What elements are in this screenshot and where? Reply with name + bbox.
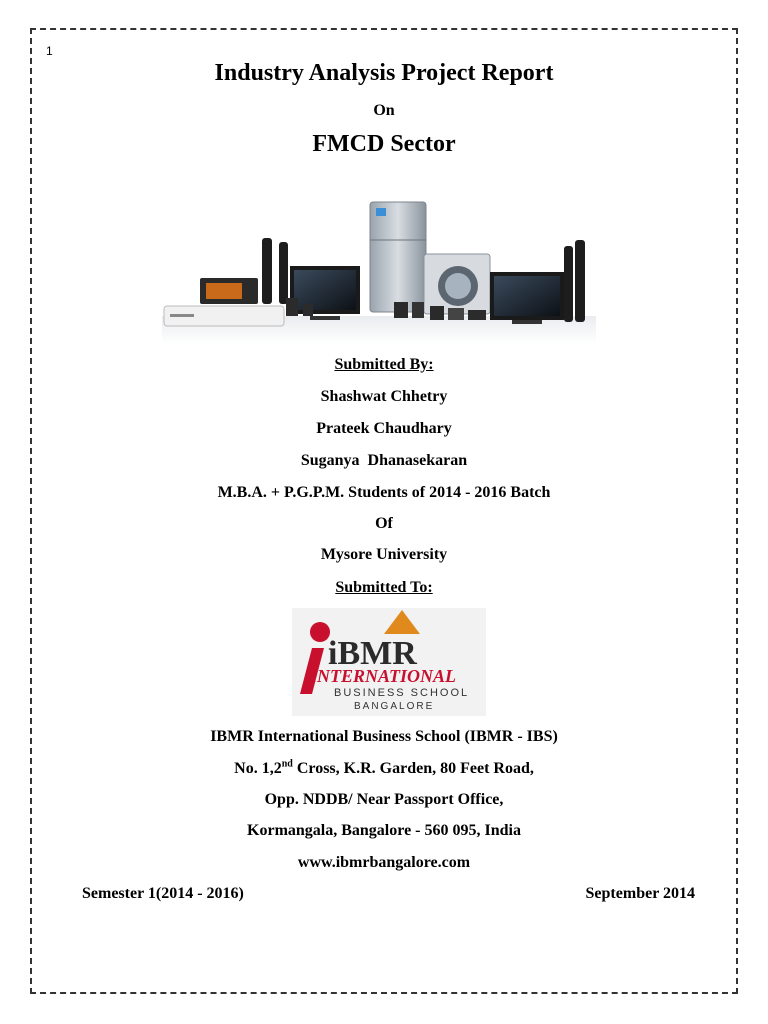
report-title: Industry Analysis Project Report	[214, 60, 554, 86]
of-line: Of	[375, 515, 393, 532]
appliances-image	[162, 198, 596, 344]
student-name-2: Prateek Chaudhary	[316, 420, 452, 437]
student-name-3: Suganya Dhanasekaran	[300, 452, 468, 469]
website: www.ibmrbangalore.com	[297, 854, 471, 871]
page-border	[30, 28, 738, 994]
university-name: Mysore University	[320, 546, 448, 563]
address-line-3: Kormangala, Bangalore - 560 095, India	[247, 822, 521, 839]
batch-line: M.B.A. + P.G.P.M. Students of 2014 - 2016 Batch	[217, 484, 551, 501]
svg-text:INTERNATIONAL: INTERNATIONAL	[310, 666, 457, 686]
svg-text:iBMR: iBMR	[328, 635, 417, 672]
svg-text:BANGALORE: BANGALORE	[354, 701, 435, 712]
student-name-1: Shashwat Chhetry	[320, 388, 448, 405]
school-name: IBMR International Business School (IBMR - IBS)	[210, 728, 558, 745]
address-line-1: No. 1,2nd Cross, K.R. Garden, 80 Feet Road,	[234, 758, 534, 777]
ibmr-logo	[292, 608, 486, 716]
on-label: On	[373, 102, 395, 119]
semester: Semester 1(2014 - 2016)	[82, 885, 244, 902]
submitted-by-label: Submitted By:	[334, 356, 434, 373]
page-number: 1	[46, 44, 53, 58]
address-line-2: Opp. NDDB/ Near Passport Office,	[264, 791, 504, 808]
sector-title: FMCD Sector	[312, 131, 456, 157]
report-date: September 2014	[585, 885, 695, 902]
submitted-to-label: Submitted To:	[335, 579, 433, 596]
svg-text:BUSINESS SCHOOL: BUSINESS SCHOOL	[334, 687, 470, 699]
